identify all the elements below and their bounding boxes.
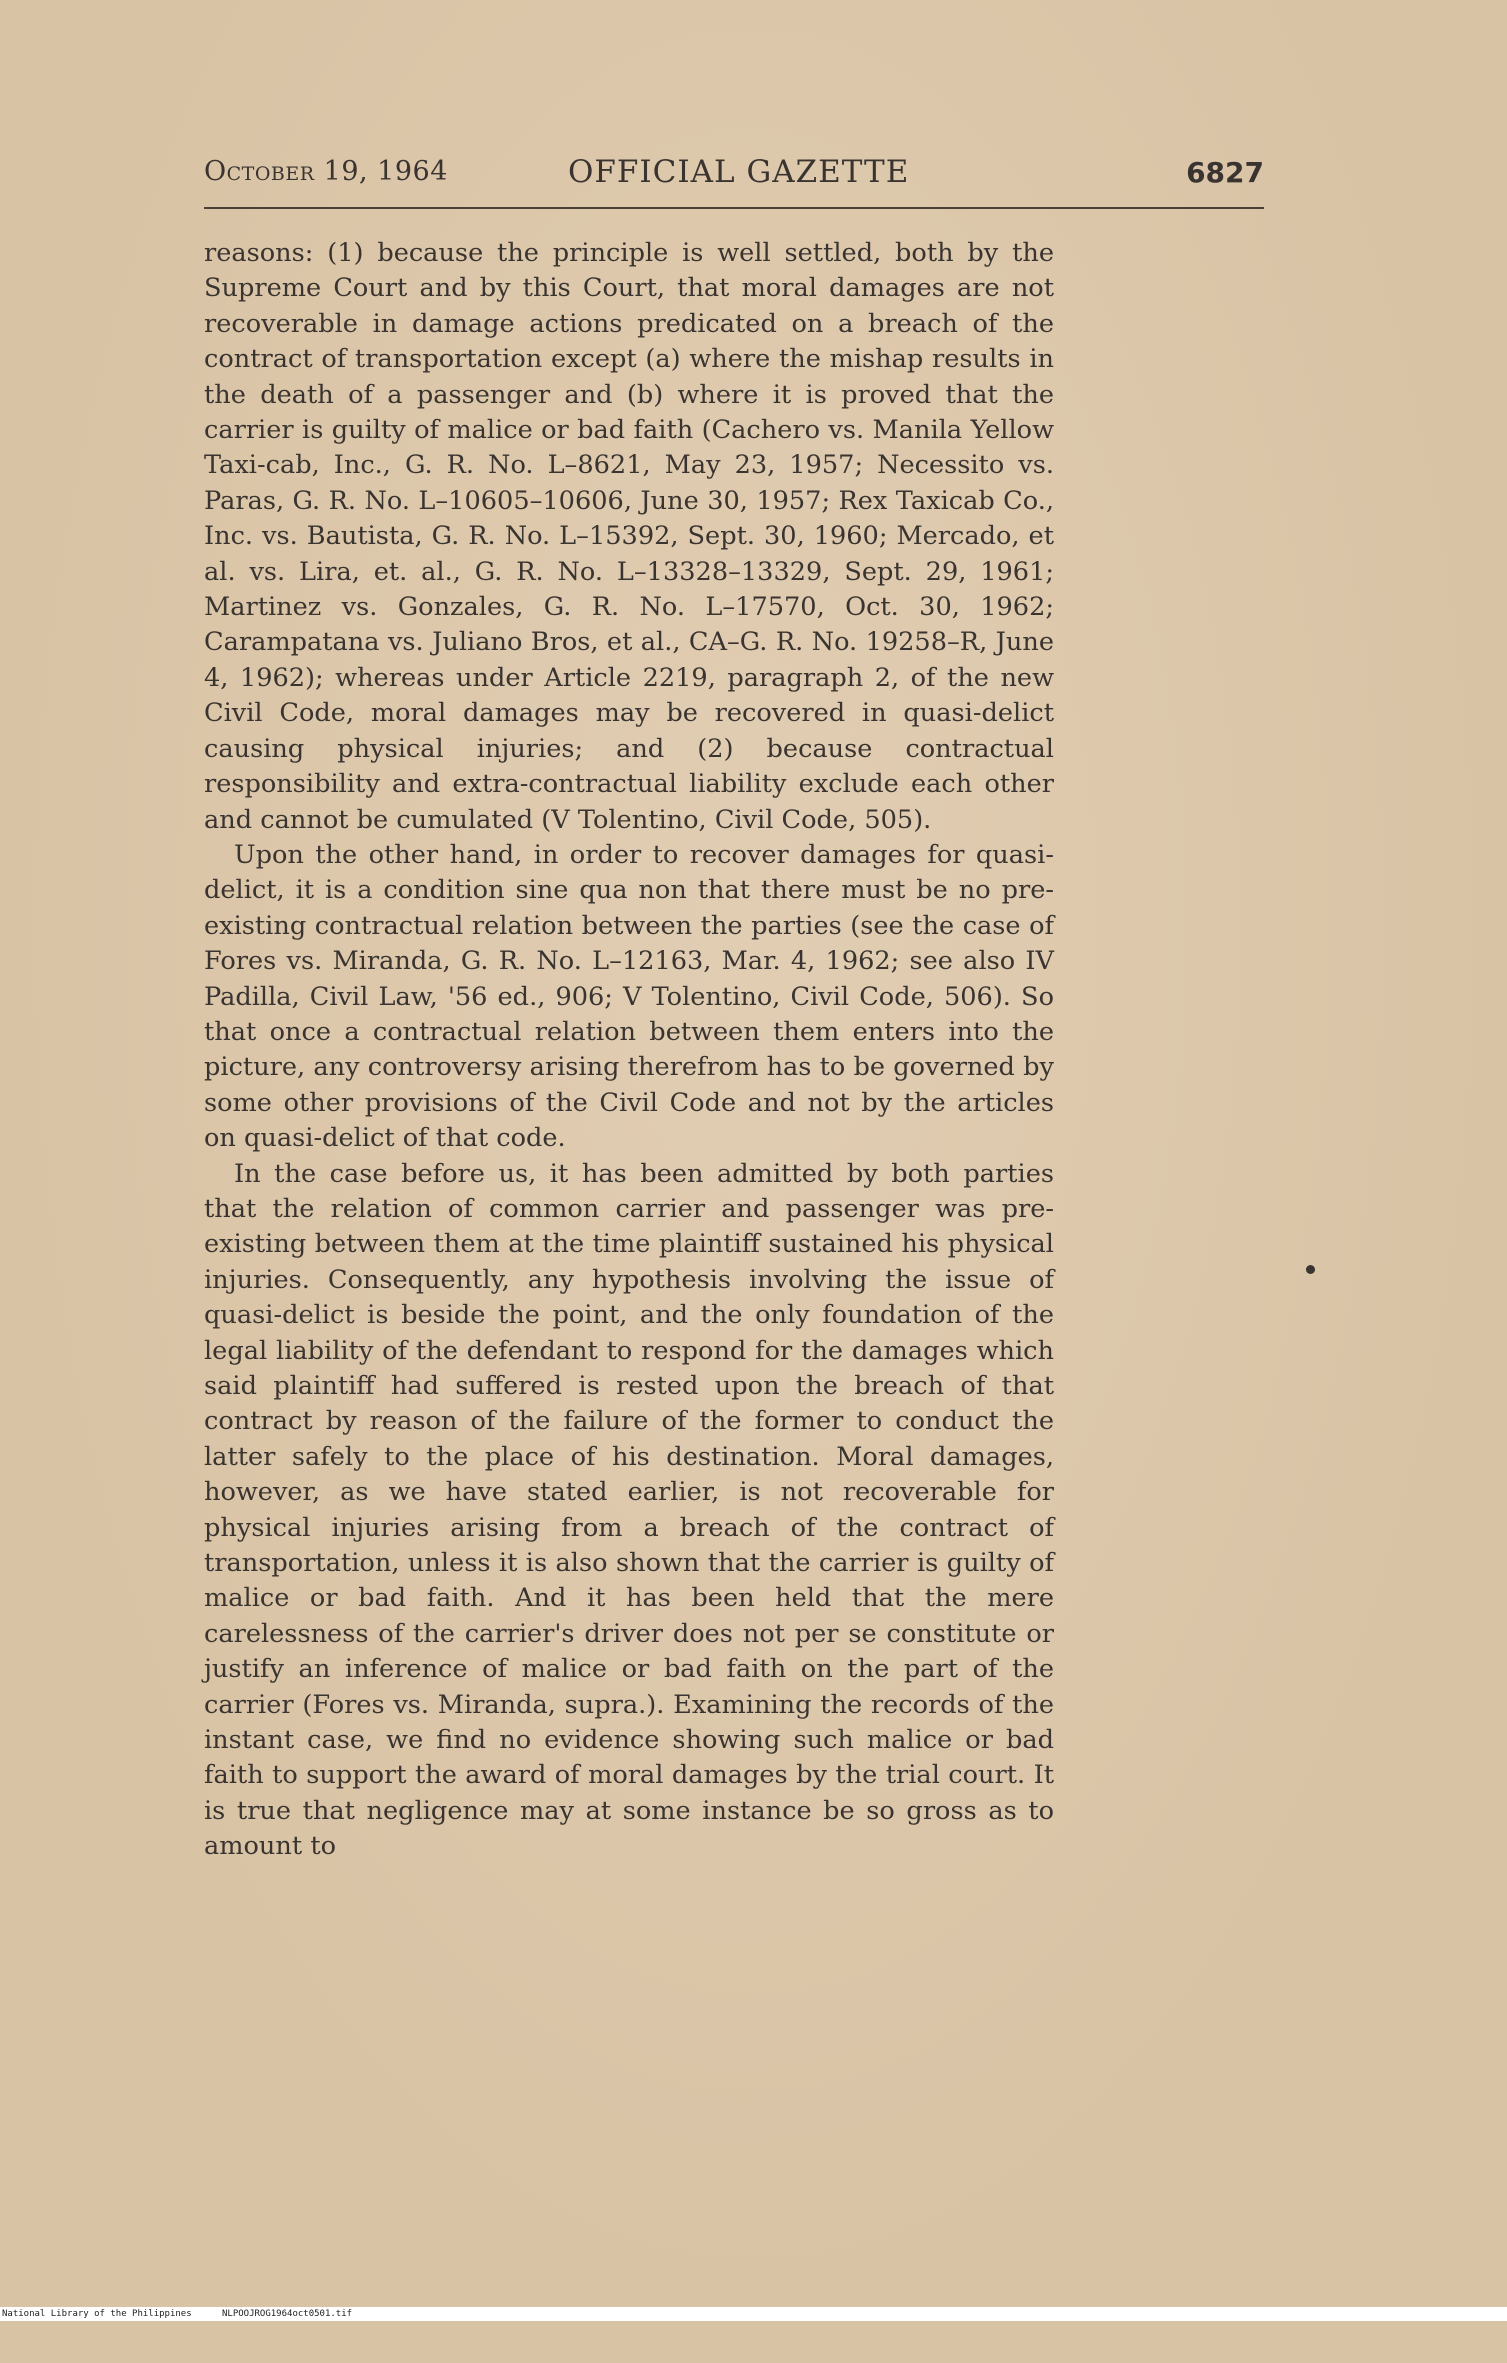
body-text xyxy=(204,236,1054,1865)
page-number: 6827 xyxy=(1186,156,1264,189)
publication-title: OFFICIAL GAZETTE xyxy=(568,154,910,190)
footer-filename: NLPOOJROG1964oct0501.tif xyxy=(222,2309,353,2319)
page-header xyxy=(204,156,1264,196)
paragraph-3: In the case before us, it has been admitted by both parties that the relation of common carrier and passenger was pre-existing between them at the time plaintiff sustained his physical injuries. Consequently, any hypothesis involving the issue of quasi-delict is beside the point, and the only foundation of the legal liability of the defendant to respond for the damages which said plaintiff had suffered is rested upon the breach of that contract by reason of the failure of the former to conduct the latter safely to the place of his destination. Moral damages, however, as we have stated earlier, is not recoverable for physical injuries arising from a breach of the contract of transportation, unless it is also shown that the carrier is guilty of malice or bad faith. And it has been held that the mere carelessness of the carrier's driver does not per se constitute or justify an inference of malice or bad faith on the part of the carrier (Fores vs. Miranda, supra.). Examining the records of the instant case, we find no evidence showing such malice or bad faith to support the award of moral damages by the trial court. It is true that negligence may at some instance be so gross as to amount to xyxy=(204,1158,1054,1862)
ink-spot xyxy=(1306,1265,1315,1274)
paragraph-1: reasons: (1) because the principle is well settled, both by the Supreme Court and by this Court, that moral damages are not recoverable in damage actions predicated on a breach of the contract of transportation except (a) where the mishap results in the death of a passenger and (b) where it is proved that the carrier is guilty of malice or bad faith (Cachero vs. Manila Yellow Taxi-cab, Inc., G. R. No. L–8621, May 23, 1957; Necessito vs. Paras, G. R. No. L–10605–10606, June 30, 1957; Rex Taxicab Co., Inc. vs. Bautista, G. R. No. L–15392, Sept. 30, 1960; Mercado, et al. vs. Lira, et. al., G. R. No. L–13328–13329, Sept. 29, 1961; Martinez vs. Gonzales, G. R. No. L–17570, Oct. 30, 1962; Carampatana vs. Juliano Bros, et al., CA–G. R. No. 19258–R, June 4, 1962); whereas under Article 2219, paragraph 2, of the new Civil Code, moral damages may be recovered in quasi-delict causing physical injuries; and (2) because contractual responsibility and extra-contractual liability exclude each other and cannot be cumulated (V Tolentino, Civil Code, 505). xyxy=(204,238,1054,835)
header-date: October 19, 1964 xyxy=(204,156,448,187)
scan-footer xyxy=(0,2307,1507,2321)
header-rule xyxy=(204,207,1264,209)
paragraph-2: Upon the other hand, in order to recover damages for quasi-delict, it is a condition sine qua non that there must be no pre-existing contractual relation between the parties (see the case of Fores vs. Miranda, G. R. No. L–12163, Mar. 4, 1962; see also IV Padilla, Civil Law, '56 ed., 906; V Tolentino, Civil Code, 506). So that once a contractual relation between them enters into the picture, any controversy arising therefrom has to be governed by some other provisions of the Civil Code and not by the articles on quasi-delict of that code. xyxy=(204,839,1054,1154)
footer-library: National Library of the Philippines xyxy=(2,2309,192,2319)
